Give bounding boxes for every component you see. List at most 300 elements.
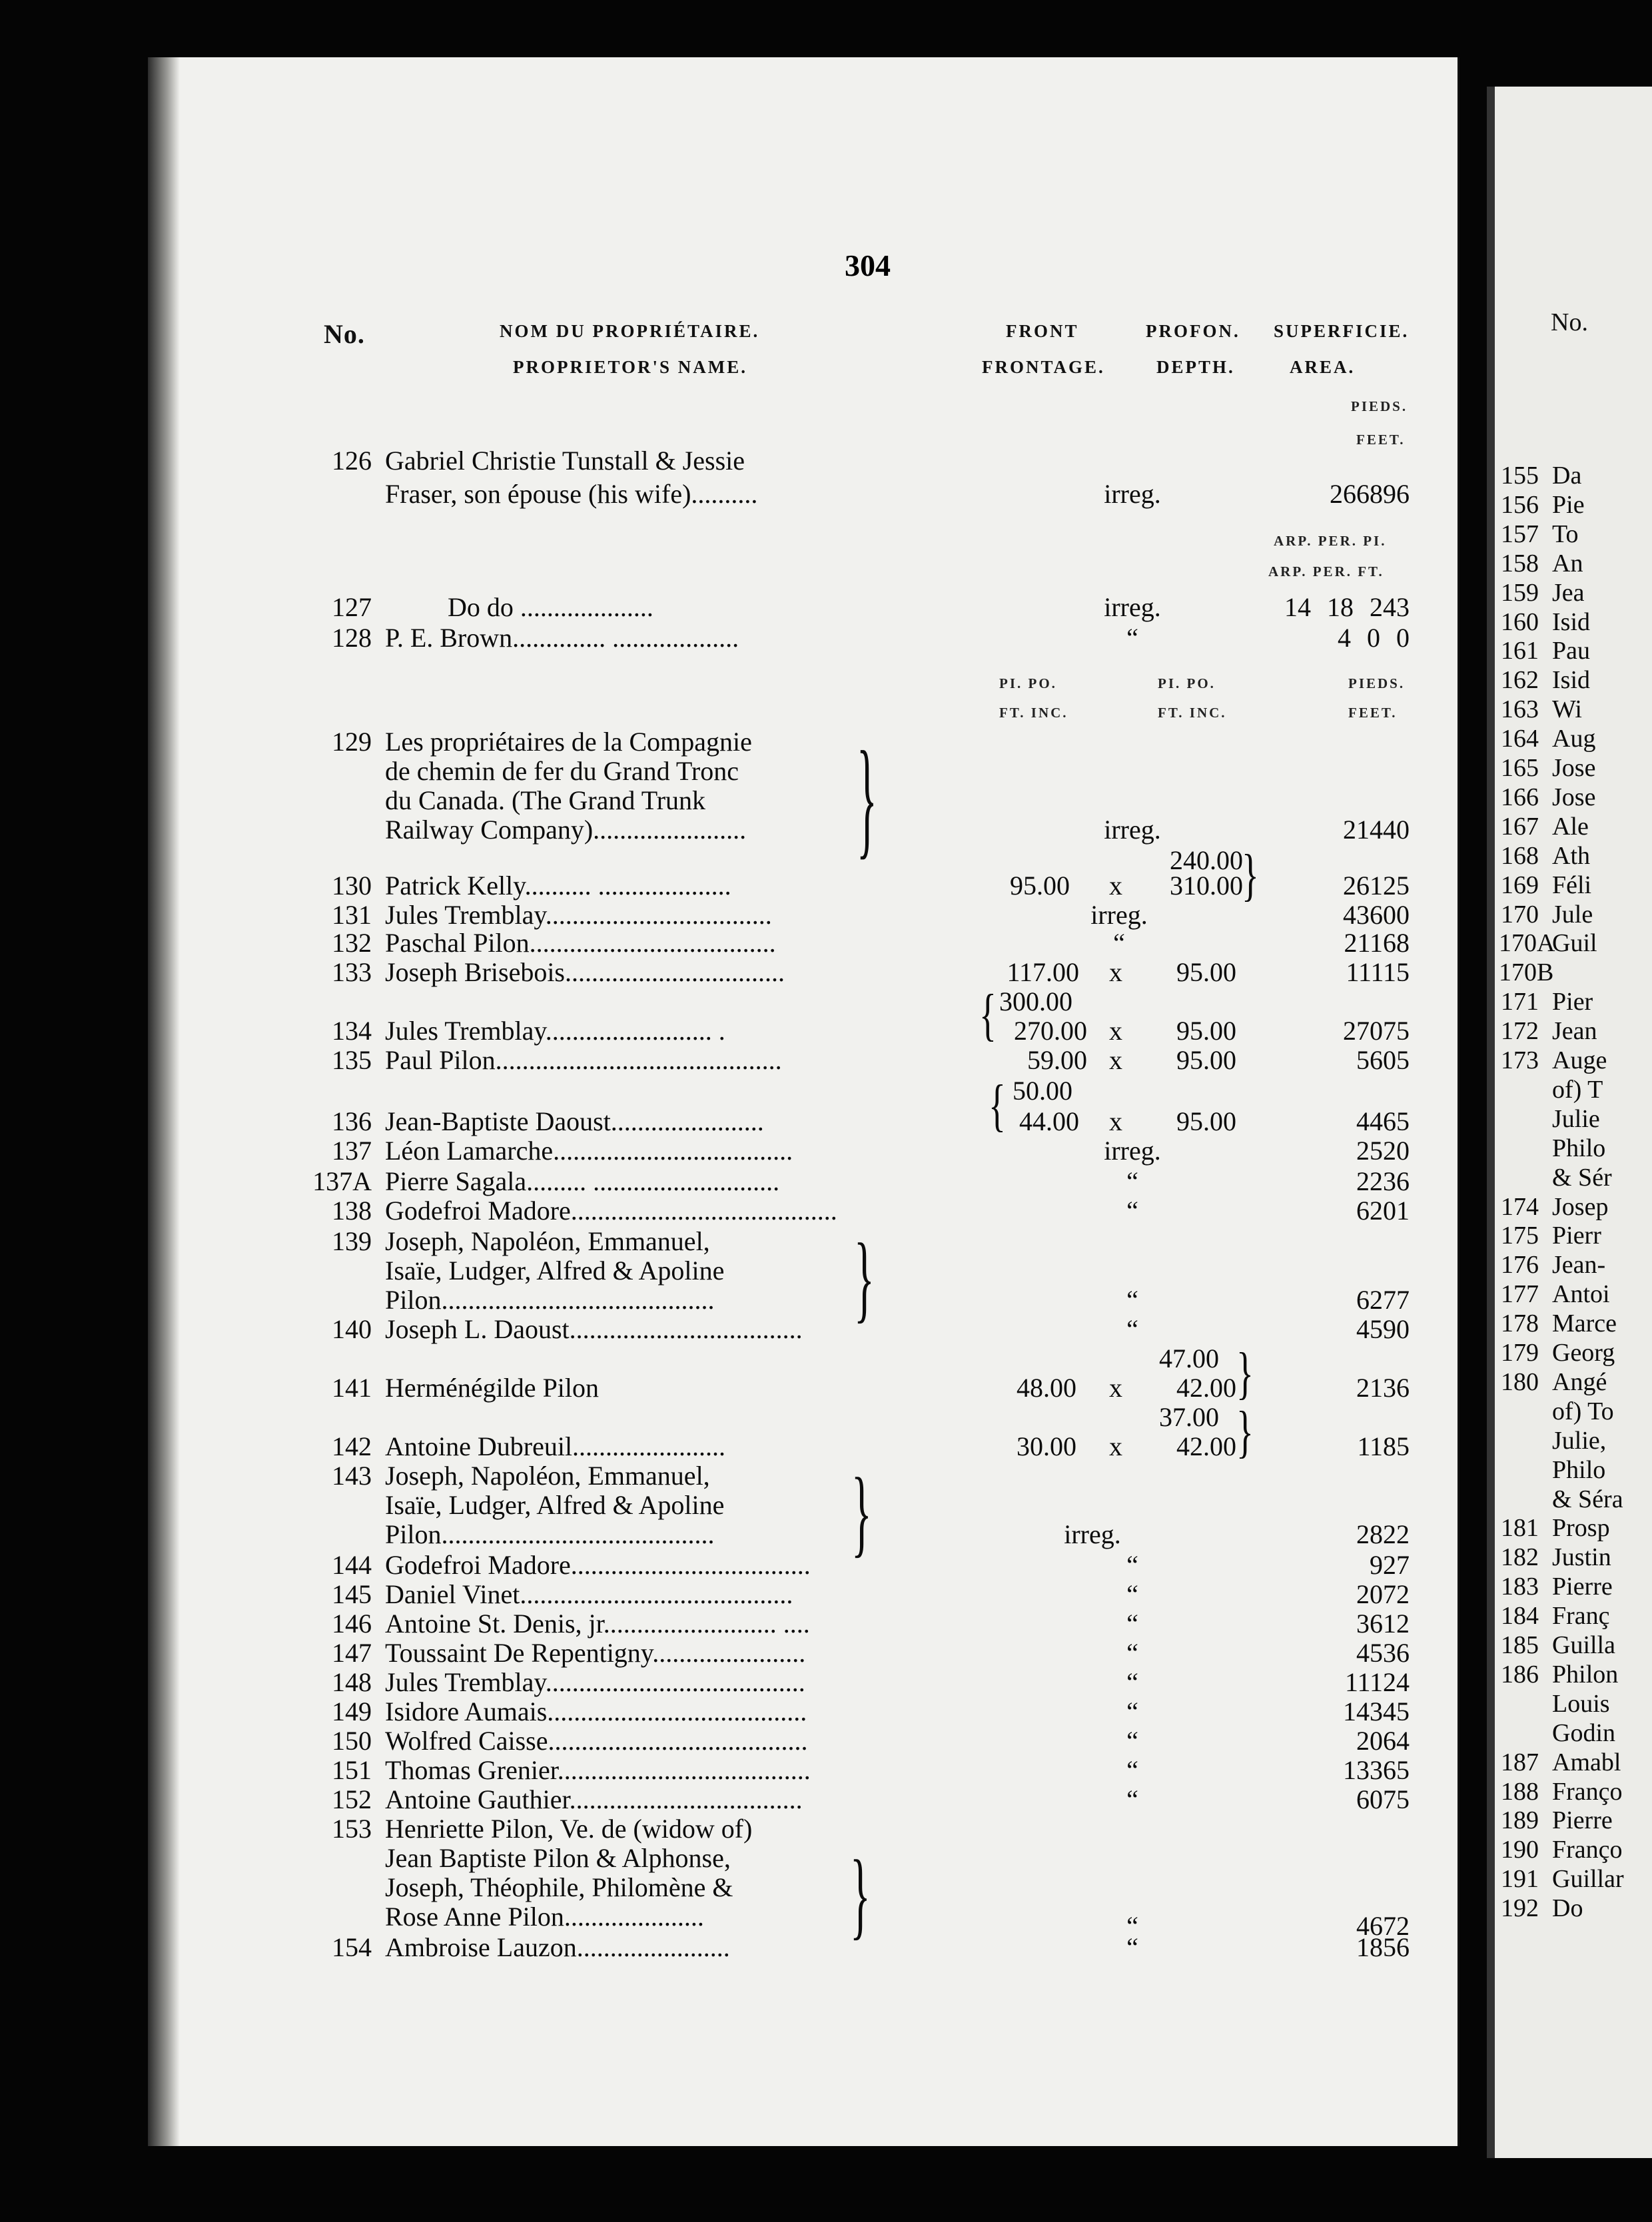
entry-number: 143 <box>332 1461 372 1491</box>
entry-area: 4590 <box>1356 1314 1410 1344</box>
brace: } <box>1236 1399 1254 1464</box>
right-entry-number: 164 <box>1501 725 1539 753</box>
entry-number: 126 <box>332 446 372 476</box>
right-entry-name: Philo <box>1552 1456 1606 1484</box>
entry-number: 127 <box>332 592 372 622</box>
entry-area: 13365 <box>1343 1755 1410 1785</box>
entry-name: Paul Pilon........................................... <box>385 1045 782 1075</box>
right-entry-name: Jean <box>1552 1017 1597 1045</box>
entry-row-142 <box>0 1431 1487 1460</box>
right-entry-name: Justin <box>1552 1543 1611 1571</box>
entry-row-145 <box>0 1579 1487 1608</box>
right-entry-name: of) To <box>1552 1397 1614 1425</box>
entry-area: 21440 <box>1343 815 1410 845</box>
entry-irreg: irreg. <box>1104 479 1161 509</box>
entry-number: 134 <box>332 1016 372 1046</box>
entry-area: 4 0 0 <box>1338 623 1410 653</box>
entry-number: 131 <box>332 900 372 930</box>
entry-number: 150 <box>332 1726 372 1756</box>
right-entry-number: 185 <box>1501 1631 1539 1659</box>
entry-front: 270.00 <box>1014 1016 1087 1046</box>
entry-row-148 <box>0 1666 1487 1696</box>
unit-feet-2: FEET. <box>1348 705 1398 721</box>
unit-arp-en: ARP. PER. FT. <box>1268 563 1384 579</box>
entry-number: 144 <box>332 1550 372 1580</box>
entry-irreg: “ <box>1126 1196 1138 1226</box>
entry-area: 2072 <box>1356 1579 1410 1609</box>
entry-irreg: “ <box>1126 1314 1138 1344</box>
entry-row-146 <box>0 1608 1487 1637</box>
entry-area: 266896 <box>1330 479 1410 509</box>
entry-area: 14345 <box>1343 1696 1410 1726</box>
right-entry-name: Pierr <box>1552 1222 1601 1250</box>
entry-irreg: irreg. <box>1090 900 1148 930</box>
entry-x: x <box>1109 1373 1122 1403</box>
right-entry-number: 159 <box>1501 579 1539 607</box>
entry-area: 11115 <box>1346 957 1410 987</box>
entry-row-127 <box>0 591 1487 621</box>
entry-name-continued: Railway Company)....................... <box>385 815 747 845</box>
entry-number: 139 <box>332 1226 372 1256</box>
right-entry-name: Julie, <box>1552 1427 1607 1455</box>
entry-number: 153 <box>332 1814 372 1844</box>
right-entry-name: Guilla <box>1552 1631 1615 1659</box>
entry-area: 4536 <box>1356 1638 1410 1668</box>
entry-irreg: “ <box>1126 1638 1138 1668</box>
entry-number: 128 <box>332 623 372 653</box>
entry-name: Henriette Pilon, Ve. de (widow of) <box>385 1814 753 1844</box>
entry-number: 137A <box>312 1166 372 1196</box>
right-entry-number: 189 <box>1501 1806 1539 1834</box>
right-entry-name: Franç <box>1552 1602 1610 1630</box>
entry-area: 2236 <box>1356 1166 1410 1196</box>
entry-name: Godefroi Madore........................................ <box>385 1196 837 1226</box>
right-entry-number: 182 <box>1501 1543 1539 1571</box>
entry-irreg: “ <box>1126 1166 1138 1196</box>
right-entry-number: 170B <box>1499 958 1554 986</box>
header-area-en: AREA. <box>1290 357 1356 377</box>
right-entry-name: Antoi <box>1552 1280 1610 1308</box>
entry-number: 135 <box>332 1045 372 1075</box>
right-entry-number: 167 <box>1501 813 1539 841</box>
entry-irreg: “ <box>1126 1550 1138 1580</box>
entry-irreg: “ <box>1126 1755 1138 1785</box>
entry-name: Jules Tremblay......................... . <box>385 1016 725 1046</box>
entry-name: Joseph L. Daoust................................... <box>385 1314 803 1344</box>
entry-depth: 42.00 <box>1176 1373 1236 1403</box>
right-entry-number: 191 <box>1501 1865 1539 1893</box>
right-entry-number: 157 <box>1501 520 1539 548</box>
entry-row-137 <box>0 1135 1487 1164</box>
right-entry-number: 163 <box>1501 695 1539 723</box>
entry-number: 140 <box>332 1314 372 1344</box>
entry-area: 27075 <box>1343 1016 1410 1046</box>
entry-front: 48.00 <box>1017 1373 1076 1403</box>
entry-row-152 <box>0 1784 1487 1813</box>
entry-row-137a <box>0 1166 1487 1195</box>
header-front-fr: FRONT <box>1006 321 1079 341</box>
right-entry-number: 187 <box>1501 1748 1539 1776</box>
entry-number: 130 <box>332 871 372 901</box>
right-entry-number: 162 <box>1501 666 1539 694</box>
entry-area: 2136 <box>1356 1373 1410 1403</box>
entry-irreg: “ <box>1113 928 1125 958</box>
entry-name: Pierre Sagala......... ............................ <box>385 1166 780 1196</box>
entry-depth: 95.00 <box>1176 1045 1236 1075</box>
right-entry-number: 190 <box>1501 1836 1539 1864</box>
right-entry-name: Jean- <box>1552 1251 1606 1279</box>
entry-name-continued: Fraser, son épouse (his wife).......... <box>385 479 758 509</box>
right-entry-name: Louis <box>1552 1690 1610 1718</box>
entry-row-132 <box>0 927 1487 956</box>
entry-front: 30.00 <box>1017 1431 1076 1461</box>
entry-values-143 <box>0 1519 1487 1548</box>
header-name-fr: NOM DU PROPRIÉTAIRE. <box>500 321 760 341</box>
right-entry-name: & Séra <box>1552 1485 1623 1513</box>
entry-name: Joseph, Napoléon, Emmanuel, <box>385 1226 710 1256</box>
entry-depth: 95.00 <box>1176 957 1236 987</box>
entry-area: 21168 <box>1344 928 1410 958</box>
entry-row-134 <box>0 1015 1487 1044</box>
entry-row-151 <box>0 1754 1487 1784</box>
entry-number: 141 <box>332 1373 372 1403</box>
entry-name: Antoine Dubreuil....................... <box>385 1431 726 1461</box>
right-entry-name: Godin <box>1552 1719 1615 1747</box>
header-front-en: FRONTAGE. <box>982 357 1105 377</box>
right-entry-number: 172 <box>1501 1017 1539 1045</box>
entry-number: 137 <box>332 1136 372 1166</box>
right-entry-name: Josep <box>1552 1193 1609 1221</box>
entry-name-continued: Pilon......................................... <box>385 1285 715 1315</box>
entry-area: 43600 <box>1343 900 1410 930</box>
right-entry-name: Pierre <box>1552 1573 1613 1601</box>
right-entry-number: 188 <box>1501 1778 1539 1806</box>
brace: } <box>1236 1341 1254 1405</box>
right-entry-name: Jose <box>1552 783 1596 811</box>
entry-x: x <box>1109 871 1122 901</box>
entry-name: P. E. Brown.............. ................... <box>385 623 739 653</box>
entry-row-136 <box>0 1106 1487 1135</box>
entry-name: Isidore Aumais....................................... <box>385 1696 807 1726</box>
entry-name-continued: Jean Baptiste Pilon & Alphonse, <box>385 1843 731 1873</box>
unit-pieds: PIEDS. <box>1351 398 1408 414</box>
entry-front: 44.00 <box>1019 1106 1079 1136</box>
entry-values-139 <box>0 1284 1487 1313</box>
entry-area: 2822 <box>1356 1519 1410 1549</box>
entry-irreg: “ <box>1126 1609 1138 1639</box>
entry-area: 2520 <box>1356 1136 1410 1166</box>
entry-name-continued: Isaïe, Ludger, Alfred & Apoline <box>385 1256 725 1286</box>
header-no: No. <box>324 319 365 349</box>
unit-depth-pipo: PI. PO. <box>1158 675 1216 691</box>
right-entry-name: Auge <box>1552 1046 1607 1074</box>
right-entry-number: 179 <box>1501 1339 1539 1367</box>
right-entry-number: 161 <box>1501 637 1539 665</box>
entry-name: Gabriel Christie Tunstall & Jessie <box>385 446 745 476</box>
right-entry-number: 184 <box>1501 1602 1539 1630</box>
entry-irreg: “ <box>1126 1911 1138 1941</box>
entry-name: Antoine Gauthier................................... <box>385 1784 803 1814</box>
entry-row-149 <box>0 1696 1487 1725</box>
entry-irreg: “ <box>1126 1285 1138 1315</box>
entry-number: 145 <box>332 1579 372 1609</box>
entry-row-129 <box>0 726 1487 755</box>
entry-irreg: “ <box>1126 1726 1138 1756</box>
entry-name-continued: Rose Anne Pilon..................... <box>385 1902 704 1932</box>
right-entry-number: 170A <box>1499 929 1555 957</box>
page-number: 304 <box>845 248 891 282</box>
entry-row-131 <box>0 899 1487 928</box>
right-entry-name: Georg <box>1552 1339 1615 1367</box>
entry-depth-top: 37.00 <box>1159 1402 1219 1432</box>
right-entry-name: Pie <box>1552 491 1585 519</box>
right-entry-number: 156 <box>1501 491 1539 519</box>
header-depth-en: DEPTH. <box>1156 357 1235 377</box>
entry-row-154 <box>0 1932 1487 1961</box>
entry-irreg: “ <box>1126 1579 1138 1609</box>
right-entry-number: 160 <box>1501 608 1539 636</box>
right-entry-name: Franço <box>1552 1836 1623 1864</box>
right-entry-number: 174 <box>1501 1193 1539 1221</box>
entry-row-135 <box>0 1044 1487 1074</box>
entry-area: 4465 <box>1356 1106 1410 1136</box>
entry-name-continued: Isaïe, Ludger, Alfred & Apoline <box>385 1490 725 1520</box>
entry-name: Jules Tremblay....................................... <box>385 1667 805 1697</box>
entry-row-150 <box>0 1725 1487 1754</box>
entry-number: 149 <box>332 1696 372 1726</box>
entry-area: 6277 <box>1356 1285 1410 1315</box>
entry-irreg: “ <box>1126 1696 1138 1726</box>
right-entry-name: Ath <box>1552 842 1590 870</box>
entry-front-top: 50.00 <box>1013 1076 1072 1106</box>
entry-front: 59.00 <box>1027 1045 1087 1075</box>
right-entry-name: Jule <box>1552 901 1593 928</box>
entry-name: Léon Lamarche.................................... <box>385 1136 793 1166</box>
right-entry-name: & Sér <box>1552 1164 1612 1192</box>
entry-x: x <box>1109 1106 1122 1136</box>
right-entry-name: Pier <box>1552 988 1593 1016</box>
entry-area: 5605 <box>1356 1045 1410 1075</box>
entry-name-continued: Joseph, Théophile, Philomène & <box>385 1872 733 1902</box>
entry-name: Paschal Pilon..................................... <box>385 928 776 958</box>
right-entry-number: 180 <box>1501 1368 1539 1396</box>
entry-name: Patrick Kelly.......... .................... <box>385 871 731 901</box>
brace: } <box>851 1457 872 1567</box>
entry-area: 26125 <box>1343 871 1410 901</box>
entry-irreg: irreg. <box>1104 592 1161 622</box>
entry-x: x <box>1109 1431 1122 1461</box>
entry-number: 148 <box>332 1667 372 1697</box>
entry-name: Herménégilde Pilon <box>385 1373 600 1403</box>
entry-values-126 <box>0 478 1487 508</box>
entry-number: 136 <box>332 1106 372 1136</box>
brace: } <box>1242 843 1259 907</box>
brace: } <box>854 1223 875 1332</box>
right-entry-name: Prosp <box>1552 1514 1610 1542</box>
entry-front: 95.00 <box>1010 871 1070 901</box>
entry-number: 146 <box>332 1609 372 1639</box>
right-entry-name: Philon <box>1552 1661 1619 1688</box>
right-entry-number: 155 <box>1501 462 1539 490</box>
right-entry-number: 175 <box>1501 1222 1539 1250</box>
entry-row-140 <box>0 1313 1487 1343</box>
entry-row-130 <box>0 870 1487 899</box>
entry-name: Antoine St. Denis, jr.......................... .... <box>385 1609 810 1639</box>
entry-depth: 95.00 <box>1176 1106 1236 1136</box>
entry-number: 133 <box>332 957 372 987</box>
right-entry-name: Pierre <box>1552 1806 1613 1834</box>
right-entry-name: Da <box>1552 462 1582 490</box>
entry-row-147 <box>0 1637 1487 1666</box>
entry-depth-top: 47.00 <box>1159 1343 1219 1373</box>
entry-area: 4672 <box>1356 1911 1410 1941</box>
right-entry-name: An <box>1552 550 1583 577</box>
entry-number: 147 <box>332 1638 372 1668</box>
entry-row-126 <box>0 445 1487 474</box>
entry-number: 152 <box>332 1784 372 1814</box>
right-entry-name: Guil <box>1552 929 1597 957</box>
right-entry-name: Isid <box>1552 608 1590 636</box>
entry-irreg: “ <box>1126 1784 1138 1814</box>
right-entry-name: Guillar <box>1552 1865 1624 1893</box>
right-entry-number: 173 <box>1501 1046 1539 1074</box>
right-entry-name: Isid <box>1552 666 1590 694</box>
entry-area: 6075 <box>1356 1784 1410 1814</box>
entry-area: 2064 <box>1356 1726 1410 1756</box>
unit-arp-fr: ARP. PER. PI. <box>1274 533 1387 549</box>
right-entry-number: 176 <box>1501 1251 1539 1279</box>
entry-name: Wolfred Caisse....................................... <box>385 1726 808 1756</box>
entry-irreg: “ <box>1126 1932 1138 1962</box>
entry-name: Thomas Grenier...................................... <box>385 1755 811 1785</box>
right-entry-name: Amabl <box>1552 1748 1621 1776</box>
brace: { <box>979 982 997 1047</box>
entry-area: 1856 <box>1356 1932 1410 1962</box>
entry-row-133 <box>0 956 1487 986</box>
entry-depth: 42.00 <box>1176 1431 1236 1461</box>
entry-number: 129 <box>332 727 372 757</box>
entry-name: Ambroise Lauzon....................... <box>385 1932 730 1962</box>
page-separator <box>1487 87 1495 2158</box>
entry-irreg: “ <box>1126 1667 1138 1697</box>
entry-row-141 <box>0 1372 1487 1401</box>
right-entry-number: 168 <box>1501 842 1539 870</box>
entry-x: x <box>1109 1045 1122 1075</box>
entry-x: x <box>1109 957 1122 987</box>
entry-name: Joseph Brisebois................................. <box>385 957 785 987</box>
entry-name: Jean-Baptiste Daoust....................... <box>385 1106 764 1136</box>
entry-number: 132 <box>332 928 372 958</box>
right-entry-name: Pau <box>1552 637 1590 665</box>
right-entry-name: Wi <box>1552 695 1582 723</box>
entry-row-138 <box>0 1195 1487 1224</box>
right-entry-name: Jea <box>1552 579 1585 607</box>
entry-area: 6201 <box>1356 1196 1410 1226</box>
entry-area: 1185 <box>1357 1431 1410 1461</box>
brace: } <box>850 1840 871 1949</box>
entry-area: 927 <box>1370 1550 1410 1580</box>
unit-depth-ftinc: FT. INC. <box>1158 705 1227 721</box>
entry-area: 3612 <box>1356 1609 1410 1639</box>
right-entry-name: Aug <box>1552 725 1596 753</box>
right-entry-number: 171 <box>1501 988 1539 1016</box>
entry-irreg: “ <box>1126 623 1138 653</box>
right-entry-number: 158 <box>1501 550 1539 577</box>
unit-feet: FEET. <box>1356 432 1406 448</box>
entry-row-139 <box>0 1226 1487 1255</box>
entry-name-continued: du Canada. (The Grand Trunk <box>385 785 706 815</box>
right-entry-name: Ale <box>1552 813 1589 841</box>
entry-row-144 <box>0 1549 1487 1579</box>
entry-area: 11124 <box>1344 1667 1410 1697</box>
entry-name: Godefroi Madore.................................... <box>385 1550 811 1580</box>
entry-name: Do do .................... <box>448 592 653 622</box>
entry-values-129 <box>0 814 1487 843</box>
right-entry-number: 192 <box>1501 1894 1539 1922</box>
entry-row-143 <box>0 1460 1487 1489</box>
entry-number: 154 <box>332 1932 372 1962</box>
right-entry-number: 169 <box>1501 871 1539 899</box>
entry-depth-top: 240.00 <box>1170 845 1243 875</box>
right-entry-number: 178 <box>1501 1309 1539 1337</box>
entry-front: 117.00 <box>1007 957 1079 987</box>
entry-name: Joseph, Napoléon, Emmanuel, <box>385 1461 710 1491</box>
entry-number: 151 <box>332 1755 372 1785</box>
entry-x: x <box>1109 1016 1122 1046</box>
entry-area: 14 18 243 <box>1284 592 1410 622</box>
right-entry-name: Féli <box>1552 871 1592 899</box>
entry-number: 142 <box>332 1431 372 1461</box>
right-entry-number: 183 <box>1501 1573 1539 1601</box>
entry-irreg: irreg. <box>1104 815 1161 845</box>
right-entry-number: 166 <box>1501 783 1539 811</box>
header-name-en: PROPRIETOR'S NAME. <box>513 357 748 377</box>
entry-name: Jules Tremblay.................................. <box>385 900 772 930</box>
right-entry-number: 170 <box>1501 901 1539 928</box>
unit-pieds-2: PIEDS. <box>1348 675 1406 691</box>
entry-irreg: irreg. <box>1104 1136 1161 1166</box>
right-entry-name: Angé <box>1552 1368 1607 1396</box>
right-entry-number: 186 <box>1501 1661 1539 1688</box>
right-entry-name: Jose <box>1552 754 1596 782</box>
entry-front-top: 300.00 <box>999 986 1072 1016</box>
header-depth-fr: PROFON. <box>1146 321 1240 341</box>
right-entry-name: Franço <box>1552 1778 1623 1806</box>
entry-name-continued: Pilon......................................... <box>385 1519 715 1549</box>
right-entry-name: of) T <box>1552 1076 1603 1104</box>
entry-row-153 <box>0 1813 1487 1842</box>
header-area-fr: SUPERFICIE. <box>1274 321 1410 341</box>
entry-name: Daniel Vinet......................................... <box>385 1579 793 1609</box>
entry-depth: 95.00 <box>1176 1016 1236 1046</box>
right-entry-name: Philo <box>1552 1134 1606 1162</box>
right-entry-number: 165 <box>1501 754 1539 782</box>
entry-irreg: irreg. <box>1064 1519 1121 1549</box>
entry-depth: 310.00 <box>1170 871 1243 901</box>
brace: } <box>857 724 877 871</box>
entry-row-128 <box>0 622 1487 651</box>
right-entry-name: To <box>1552 520 1579 548</box>
right-entry-number: 181 <box>1501 1514 1539 1542</box>
brace: { <box>989 1073 1006 1138</box>
right-header-no: No. <box>1551 308 1588 336</box>
right-entry-name: Julie <box>1552 1105 1600 1133</box>
unit-front-ftinc: FT. INC. <box>999 705 1068 721</box>
entry-name-continued: de chemin de fer du Grand Tronc <box>385 756 739 786</box>
entry-name: Toussaint De Repentigny....................... <box>385 1638 806 1668</box>
entry-number: 138 <box>332 1196 372 1226</box>
right-entry-number: 177 <box>1501 1280 1539 1308</box>
